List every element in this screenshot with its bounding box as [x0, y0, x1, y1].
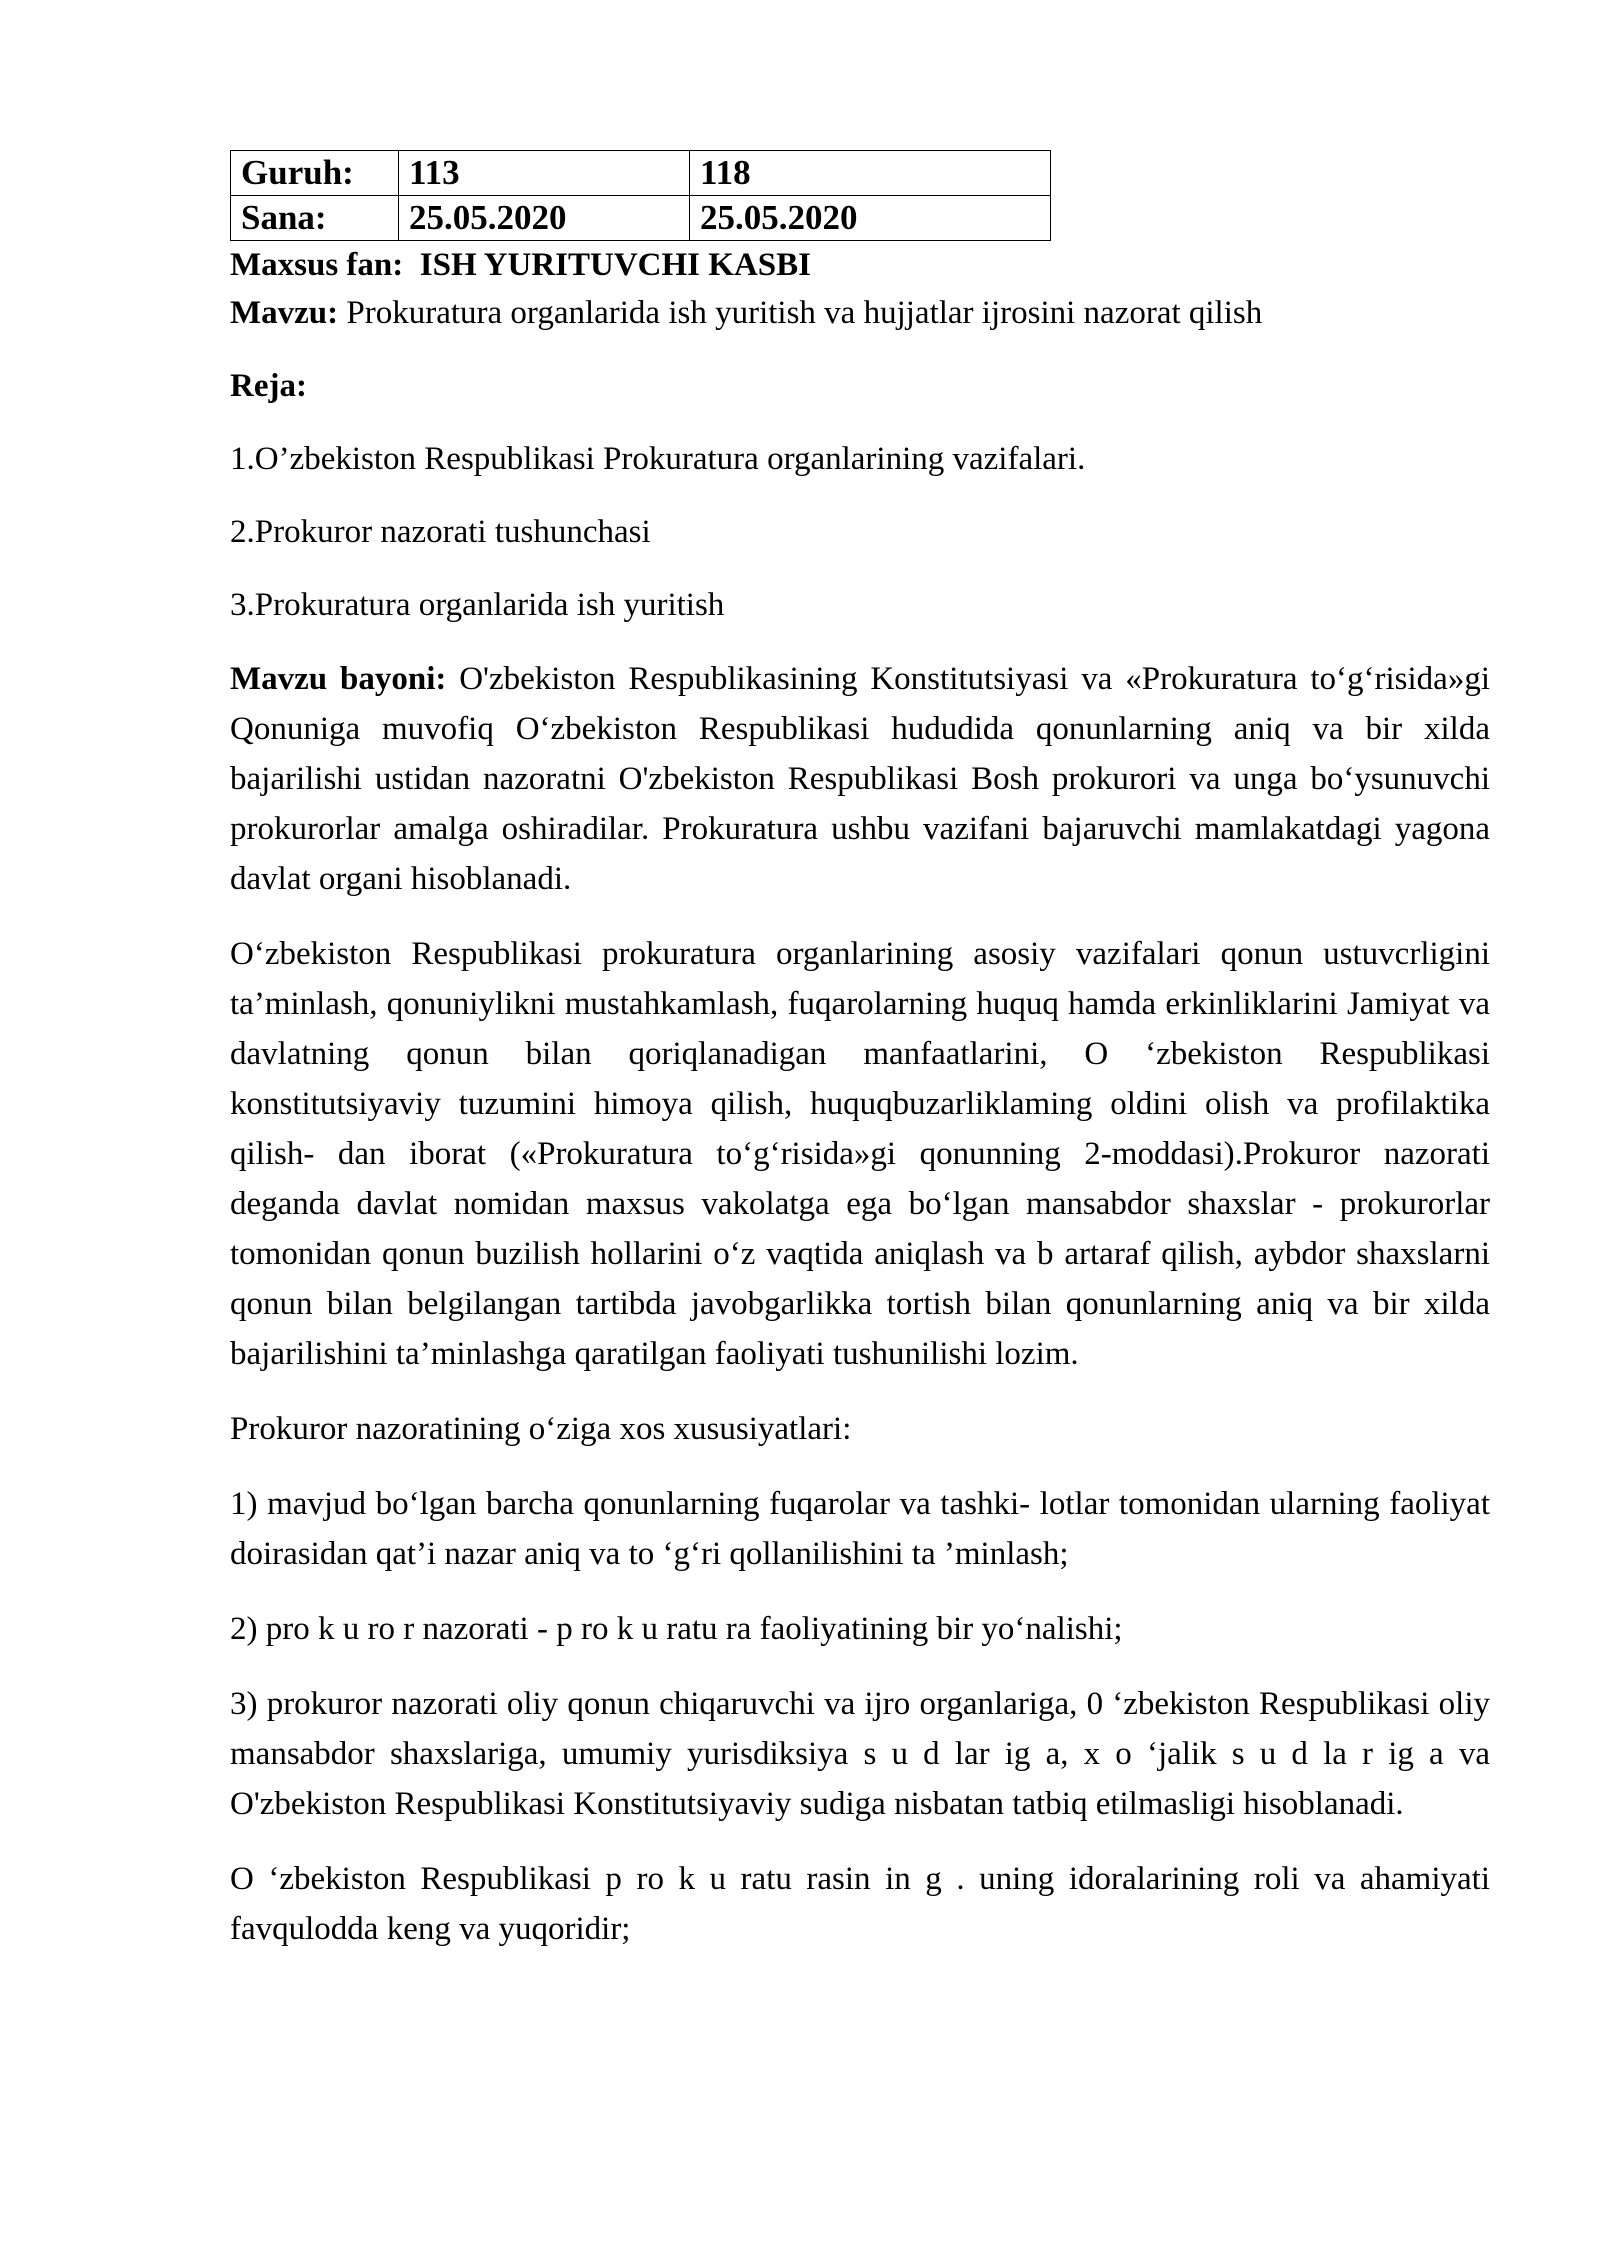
group-label: Guruh:: [231, 151, 399, 196]
intro-paragraph: [230, 654, 1490, 904]
feature-3: 3) prokuror nazorati oliy qonun chiqaruvchi va ijro organlariga, 0 ‘zbekiston Respublikasi oliy mansabdor shaxslariga, umumiy yurisdiksiya s u d lar ig a, x o ‘jalik s u d la r ig a va O'zbekiston Respublikasi Konstitutsiyaviy sudiga nisbatan tatbiq etilmasligi hisoblanadi.: [230, 1685, 1490, 1822]
feature-1: 1) mavjud bo‘lgan barcha qonunlarning fuqarolar va tashki- lotlar tomonidan ularning faoliyat doirasidan qat’i nazar aniq va to ‘g‘ri qollanilishini ta ’minlash;: [230, 1485, 1490, 1572]
topic-line: [230, 289, 1490, 337]
intro-label: Mavzu bayoni:: [230, 660, 447, 697]
plan-item-2: 2.Prokuror nazorati tushunchasi: [230, 513, 651, 550]
group-value-2: 118: [690, 151, 1051, 196]
document-page: [230, 150, 1490, 1954]
date-value-2: 25.05.2020: [690, 195, 1051, 240]
paragraph-2: O‘zbekiston Respublikasi prokuratura organlarining asosiy vazifalari qonun ustuvcrligini ta’minlash, qonuniylikni mustahkamlash, fuqarolarning huquq hamda erkinliklarini Jamiyat va davlatning qonun bilan qoriqlanadigan manfaatlarini, O ‘zbekiston Respublikasi konstitutsiyaviy tuzumini himoya qilish, huquqbuzarliklaming oldini olish va profilaktika qilish- dan iborat («Prokuratura to‘g‘risida»gi qonunning 2-moddasi).Prokuror nazorati deganda davlat nomidan maxsus vakolatga ega bo‘lgan mansabdor shaxslar - prokurorlar tomonidan qonun buzilish hollarini o‘z vaqtida aniqlash va b artaraf qilish, aybdor shaxslarni qonun bilan belgilangan tartibda javobgarlikka tortish bilan qonunlarning aniq va bir xilda bajarilishini ta’minlashga qaratilgan faoliyati tushunilishi lozim.: [230, 935, 1490, 1372]
table-row: [231, 195, 1051, 240]
feature-2: 2) pro k u ro r nazorati - p ro k u ratu ra faoliyatining bir yo‘nalishi;: [230, 1610, 1123, 1647]
table-row: [231, 151, 1051, 196]
topic-label: Mavzu:: [230, 294, 339, 331]
subject-value: ISH YURITUVCHI KASBI: [419, 246, 811, 283]
subject-label: Maxsus fan:: [230, 246, 404, 283]
plan-item-1: 1.O’zbekiston Respublikasi Prokuratura organlarining vazifalari.: [230, 440, 1086, 477]
closing-paragraph: O ‘zbekiston Respublikasi p ro k u ratu rasin in g . uning idoralarining roli va ahamiyati favqulodda keng va yuqoridir;: [230, 1860, 1490, 1947]
plan-heading: Reja:: [230, 367, 307, 404]
topic-value: Prokuratura organlarida ish yuritish va hujjatlar ijrosini nazorat qilish: [346, 294, 1263, 331]
date-label: Sana:: [231, 195, 399, 240]
subject-line: [230, 241, 1490, 289]
date-value-1: 25.05.2020: [399, 195, 690, 240]
features-heading: Prokuror nazoratining o‘ziga xos xususiyatlari:: [230, 1410, 852, 1447]
group-value-1: 113: [399, 151, 690, 196]
plan-item-3: 3.Prokuratura organlarida ish yuritish: [230, 586, 725, 623]
intro-text: O'zbekiston Respublikasining Konstitutsiyasi va «Prokuratura to‘g‘risida»gi Qonuniga muvofiq O‘zbekiston Respublikasi hududida qonunlarning aniq va bir xilda bajarilishi ustidan nazoratni O'zbekiston Respublikasi Bosh prokurori va unga bo‘ysunuvchi prokurorlar amalga oshiradilar. Prokuratura ushbu vazifani bajaruvchi mamlakatdagi yagona davlat organi hisoblanadi.: [230, 660, 1490, 897]
info-table: [230, 150, 1051, 241]
